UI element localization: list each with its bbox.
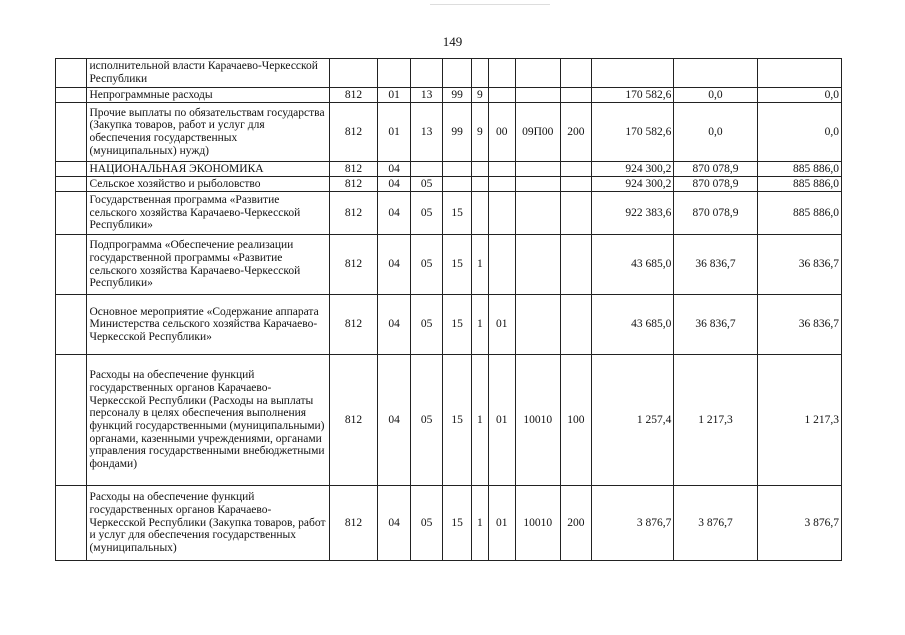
subsection-code-cell xyxy=(411,59,442,88)
expense-type-cell xyxy=(560,295,591,355)
row-blank-cell xyxy=(56,88,87,103)
ved-code-cell: 812 xyxy=(330,177,378,192)
table-row xyxy=(56,355,842,486)
section-code-cell: 04 xyxy=(377,486,411,561)
event-code-cell: 01 xyxy=(488,355,515,486)
amount-year3-cell: 885 886,0 xyxy=(757,192,841,235)
table-row xyxy=(56,295,842,355)
row-blank-cell xyxy=(56,355,87,486)
section-code-cell xyxy=(377,59,411,88)
subsection-code-cell: 05 xyxy=(411,192,442,235)
subprogram-code-cell: 9 xyxy=(472,88,488,103)
row-name-cell: Государственная программа «Развитие сельского хозяйства Карачаево-Черкесской Республики» xyxy=(87,192,330,235)
row-name-cell: Прочие выплаты по обязательствам государства (Закупка товаров, работ и услуг для обеспечения государственных (муниципальных) нужд) xyxy=(87,103,330,162)
subsection-code-cell: 05 xyxy=(411,235,442,295)
amount-year2-cell: 36 836,7 xyxy=(674,295,757,355)
event-code-cell: 01 xyxy=(488,486,515,561)
expense-type-cell xyxy=(560,177,591,192)
subsection-code-cell: 13 xyxy=(411,88,442,103)
scan-artifact-line xyxy=(430,4,550,5)
row-blank-cell xyxy=(56,59,87,88)
amount-year3-cell: 0,0 xyxy=(757,88,841,103)
event-code-cell xyxy=(488,177,515,192)
subprogram-code-cell: 1 xyxy=(472,486,488,561)
subprogram-code-cell: 9 xyxy=(472,103,488,162)
ved-code-cell: 812 xyxy=(330,162,378,177)
amount-year2-cell: 0,0 xyxy=(674,88,757,103)
row-name-cell: Расходы на обеспечение функций государственных органов Карачаево-Черкесской Республики (Закупка товаров, работ и услуг для обеспечения государственных (муниципальных) xyxy=(87,486,330,561)
ved-code-cell: 812 xyxy=(330,355,378,486)
table-row xyxy=(56,177,842,192)
amount-year2-cell: 3 876,7 xyxy=(674,486,757,561)
expense-type-cell xyxy=(560,88,591,103)
amount-year2-cell: 36 836,7 xyxy=(674,235,757,295)
row-name-cell: НАЦИОНАЛЬНАЯ ЭКОНОМИКА xyxy=(87,162,330,177)
amount-year2-cell: 0,0 xyxy=(674,103,757,162)
direction-code-cell xyxy=(515,59,560,88)
amount-year1-cell: 924 300,2 xyxy=(592,162,674,177)
event-code-cell xyxy=(488,59,515,88)
direction-code-cell: 10010 xyxy=(515,355,560,486)
section-code-cell: 04 xyxy=(377,162,411,177)
table-row xyxy=(56,103,842,162)
amount-year3-cell: 885 886,0 xyxy=(757,177,841,192)
amount-year1-cell: 1 257,4 xyxy=(592,355,674,486)
amount-year3-cell: 3 876,7 xyxy=(757,486,841,561)
amount-year1-cell: 170 582,6 xyxy=(592,88,674,103)
amount-year3-cell: 1 217,3 xyxy=(757,355,841,486)
ved-code-cell: 812 xyxy=(330,88,378,103)
program-code-cell: 15 xyxy=(442,192,471,235)
row-name-cell: Сельское хозяйство и рыболовство xyxy=(87,177,330,192)
expense-type-cell xyxy=(560,192,591,235)
event-code-cell xyxy=(488,88,515,103)
direction-code-cell xyxy=(515,88,560,103)
amount-year1-cell: 924 300,2 xyxy=(592,177,674,192)
subprogram-code-cell: 1 xyxy=(472,235,488,295)
table-row xyxy=(56,486,842,561)
program-code-cell: 15 xyxy=(442,295,471,355)
amount-year3-cell: 885 886,0 xyxy=(757,162,841,177)
row-name-cell: Основное мероприятие «Содержание аппарата Министерства сельского хозяйства Карачаево-Черкесской Республики» xyxy=(87,295,330,355)
subprogram-code-cell: 1 xyxy=(472,355,488,486)
direction-code-cell xyxy=(515,162,560,177)
event-code-cell xyxy=(488,235,515,295)
amount-year2-cell xyxy=(674,59,757,88)
amount-year1-cell: 43 685,0 xyxy=(592,295,674,355)
subsection-code-cell xyxy=(411,162,442,177)
event-code-cell xyxy=(488,162,515,177)
ved-code-cell: 812 xyxy=(330,295,378,355)
row-blank-cell xyxy=(56,235,87,295)
expense-type-cell: 100 xyxy=(560,355,591,486)
amount-year2-cell: 870 078,9 xyxy=(674,177,757,192)
amount-year3-cell xyxy=(757,59,841,88)
subprogram-code-cell xyxy=(472,162,488,177)
direction-code-cell: 09П00 xyxy=(515,103,560,162)
row-name-cell: исполнительной власти Карачаево-Черкесской Республики xyxy=(87,59,330,88)
row-blank-cell xyxy=(56,177,87,192)
ved-code-cell: 812 xyxy=(330,192,378,235)
row-blank-cell xyxy=(56,486,87,561)
direction-code-cell xyxy=(515,295,560,355)
expense-type-cell: 200 xyxy=(560,486,591,561)
budget-table xyxy=(55,58,842,561)
event-code-cell xyxy=(488,192,515,235)
row-blank-cell xyxy=(56,162,87,177)
subprogram-code-cell xyxy=(472,59,488,88)
subprogram-code-cell xyxy=(472,192,488,235)
amount-year1-cell xyxy=(592,59,674,88)
ved-code-cell: 812 xyxy=(330,486,378,561)
row-blank-cell xyxy=(56,192,87,235)
subprogram-code-cell: 1 xyxy=(472,295,488,355)
program-code-cell xyxy=(442,59,471,88)
row-name-cell: Расходы на обеспечение функций государственных органов Карачаево-Черкесской Республики (Расходы на выплаты персоналу в целях обеспечения выполнения функций государственными (муниципальными) органами, казенными учреждениями, органами управления государственными внебюджетными фондами) xyxy=(87,355,330,486)
row-blank-cell xyxy=(56,295,87,355)
amount-year1-cell: 3 876,7 xyxy=(592,486,674,561)
direction-code-cell xyxy=(515,235,560,295)
ved-code-cell: 812 xyxy=(330,103,378,162)
program-code-cell: 15 xyxy=(442,486,471,561)
subprogram-code-cell xyxy=(472,177,488,192)
table-row xyxy=(56,192,842,235)
subsection-code-cell: 05 xyxy=(411,177,442,192)
program-code-cell xyxy=(442,162,471,177)
section-code-cell: 04 xyxy=(377,355,411,486)
section-code-cell: 04 xyxy=(377,235,411,295)
direction-code-cell xyxy=(515,177,560,192)
amount-year2-cell: 1 217,3 xyxy=(674,355,757,486)
expense-type-cell xyxy=(560,235,591,295)
amount-year1-cell: 922 383,6 xyxy=(592,192,674,235)
section-code-cell: 04 xyxy=(377,177,411,192)
expense-type-cell xyxy=(560,162,591,177)
expense-type-cell xyxy=(560,59,591,88)
amount-year3-cell: 36 836,7 xyxy=(757,235,841,295)
amount-year2-cell: 870 078,9 xyxy=(674,192,757,235)
row-name-cell: Непрограммные расходы xyxy=(87,88,330,103)
subsection-code-cell: 05 xyxy=(411,486,442,561)
ved-code-cell xyxy=(330,59,378,88)
section-code-cell: 04 xyxy=(377,295,411,355)
amount-year1-cell: 170 582,6 xyxy=(592,103,674,162)
event-code-cell: 00 xyxy=(488,103,515,162)
amount-year3-cell: 0,0 xyxy=(757,103,841,162)
section-code-cell: 01 xyxy=(377,88,411,103)
table-row xyxy=(56,162,842,177)
amount-year3-cell: 36 836,7 xyxy=(757,295,841,355)
program-code-cell: 15 xyxy=(442,235,471,295)
page-number: 149 xyxy=(442,34,463,49)
subsection-code-cell: 13 xyxy=(411,103,442,162)
subsection-code-cell: 05 xyxy=(411,295,442,355)
program-code-cell: 15 xyxy=(442,355,471,486)
table-row xyxy=(56,59,842,88)
program-code-cell xyxy=(442,177,471,192)
amount-year2-cell: 870 078,9 xyxy=(674,162,757,177)
direction-code-cell: 10010 xyxy=(515,486,560,561)
table-row xyxy=(56,235,842,295)
amount-year1-cell: 43 685,0 xyxy=(592,235,674,295)
section-code-cell: 04 xyxy=(377,192,411,235)
ved-code-cell: 812 xyxy=(330,235,378,295)
row-blank-cell xyxy=(56,103,87,162)
row-name-cell: Подпрограмма «Обеспечение реализации государственной программы «Развитие сельского хозяйства Карачаево-Черкесской Республики» xyxy=(87,235,330,295)
expense-type-cell: 200 xyxy=(560,103,591,162)
direction-code-cell xyxy=(515,192,560,235)
table-row xyxy=(56,88,842,103)
program-code-cell: 99 xyxy=(442,103,471,162)
subsection-code-cell: 05 xyxy=(411,355,442,486)
program-code-cell: 99 xyxy=(442,88,471,103)
event-code-cell: 01 xyxy=(488,295,515,355)
section-code-cell: 01 xyxy=(377,103,411,162)
